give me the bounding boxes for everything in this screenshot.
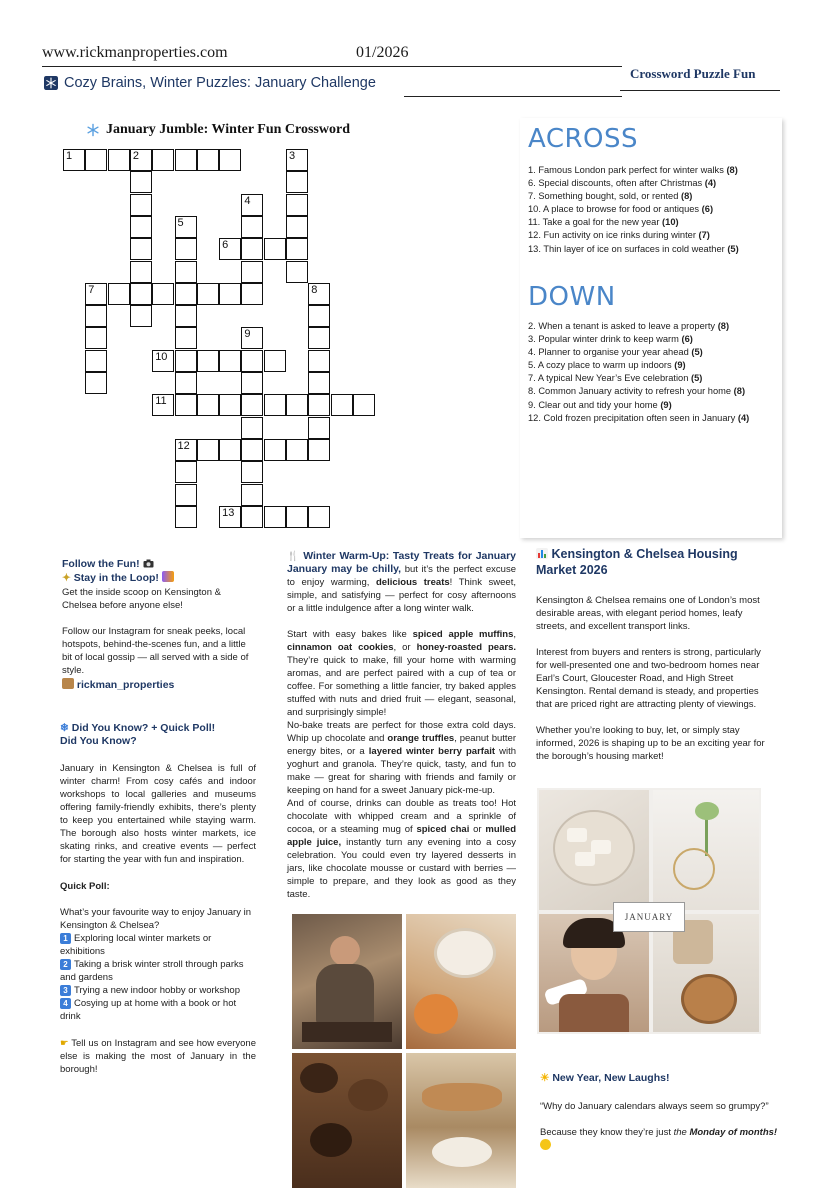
poll-option-text: Taking a brisk winter stroll through parks and gardens (60, 959, 244, 983)
header-divider-bottom (404, 96, 622, 97)
crossword-cell[interactable] (130, 149, 152, 171)
poll-option[interactable] (60, 984, 256, 997)
poll-option-number: 3 (60, 985, 71, 996)
baker-photo (292, 914, 402, 1049)
treats-photo-collage (292, 914, 516, 1188)
poll-option-number: 4 (60, 998, 71, 1009)
across-heading: ACROSS (528, 124, 639, 154)
across-clue-list (528, 164, 778, 256)
treats-p2-b2: cinnamon oat cookies (287, 642, 394, 653)
clue-text: 4. Planner to organise your year ahead (528, 347, 689, 358)
crossword-cell[interactable] (152, 394, 174, 416)
crossword-cell[interactable] (264, 350, 286, 372)
crossword-cell[interactable] (175, 394, 197, 416)
clue-text: 10. A place to browse for food or antiques (528, 204, 700, 215)
clue-length: (8) (681, 191, 693, 202)
crossword-cell[interactable] (264, 439, 286, 461)
photo-detail (575, 852, 595, 866)
down-clue (528, 320, 778, 333)
clue-text: 9. Clear out and tidy your home (528, 399, 658, 410)
crossword-cell[interactable] (308, 350, 330, 372)
sun-icon: ☀ (540, 1072, 550, 1084)
dyk-heading-text: Did You Know? + Quick Poll! (71, 722, 216, 734)
crossword-cell[interactable] (85, 327, 107, 349)
crossword-cell[interactable] (219, 506, 241, 528)
crossword-cell[interactable] (130, 261, 152, 283)
clue-number: 3 (289, 150, 296, 162)
treats-intro-a: but it’s the perfect excuse to enjoy warming, (287, 564, 516, 588)
crossword-title (86, 122, 350, 138)
joke-punchline (540, 1126, 780, 1153)
crossword-cell[interactable] (219, 238, 241, 260)
clue-text: 13. Thin layer of ice on surfaces in cold weather (528, 243, 725, 254)
marshmallow-photo (539, 790, 649, 910)
clue-length: (8) (726, 165, 738, 175)
crossword-cell[interactable] (108, 283, 130, 305)
crossword-cell[interactable] (241, 506, 263, 528)
treats-p3 (287, 719, 516, 797)
photo-detail (695, 802, 719, 820)
joke-punch-a: Because they know they’re just (540, 1127, 671, 1138)
poll-option-number: 2 (60, 959, 71, 970)
lifestyle-photo-collage (537, 788, 761, 1034)
photo-detail (348, 1079, 388, 1111)
crossword-cell[interactable] (130, 171, 152, 193)
clue-length: (5) (691, 347, 703, 358)
follow-section (62, 558, 258, 692)
clue-number: 10 (155, 350, 168, 363)
flowers-photo (653, 790, 759, 910)
pointing-hand-icon: ☛ (60, 1038, 69, 1049)
phone-icon (162, 571, 174, 582)
clue-number: 6 (222, 239, 229, 252)
clue-text: 3. Popular winter drink to keep warm (528, 334, 679, 345)
clue-number: 7 (88, 283, 95, 296)
clue-text: 2. When a tenant is asked to leave a property (528, 321, 716, 331)
poll-heading: Quick Poll: (60, 881, 110, 892)
treats-p2-a: Start with easy bakes like (287, 629, 407, 640)
crossword-cell[interactable] (241, 372, 263, 394)
crossword-cell[interactable] (308, 305, 330, 327)
joke-punch-c: Monday of months! (689, 1127, 778, 1138)
clue-text: 8. Common January activity to refresh your home (528, 386, 732, 397)
joke-setup: “Why do January calendars always seem so grumpy?” (540, 1101, 769, 1112)
crossword-cell[interactable] (286, 171, 308, 193)
treats-p2: Start with easy bakes like spiced apple muffins, cinnamon oat cookies, or honey-roasted pears. They’re quick to make, fill your home with warming aromas, and are perfect paired with a cup of tea or coffee. For something a little fancier, try baked apples stuffed with nuts and dried fruit — elegant, seasonal, and surprisingly simple! (287, 629, 517, 718)
laughs-heading-text: New Year, New Laughs! (552, 1072, 670, 1084)
clue-number: 9 (244, 328, 251, 341)
treats-p2-c: They’re quick to make, fill your home with warming aromas, and are perfect paired with a cup of tea or coffee. For something a little fancier, try baked apples stuffed with nuts and dried fruit — elegant, seasonal, and surprisingly simple! (287, 655, 516, 718)
clue-length: (5) (690, 373, 703, 384)
clue-length: (10) (662, 217, 679, 228)
crossword-cell[interactable] (85, 305, 107, 327)
crossword-cell[interactable] (286, 394, 308, 416)
crossword-cell[interactable] (286, 238, 308, 260)
poll-option[interactable] (60, 997, 256, 1023)
photo-detail (434, 928, 496, 978)
site-url[interactable]: www.rickmanproperties.com (42, 44, 228, 61)
crossword-cell[interactable] (197, 149, 219, 171)
crossword-cell[interactable] (308, 506, 330, 528)
market-heading-text: Kensington & Chelsea Housing Market 2026 (536, 547, 738, 577)
crossword-cell[interactable] (175, 149, 197, 171)
across-clue (528, 203, 778, 216)
poll-option[interactable] (60, 958, 256, 984)
crossword-cell[interactable] (241, 216, 263, 238)
dyk-body: January in Kensington & Chelsea is full of winter charm! From cosy cafés and indoor workshops to local galleries and museums offering family-friendly exhibits, there’s plenty to keep you entertained while staying warm. The borough also hosts winter markets, ice skating rinks, and creative events — perfect for starting the year with fun and inspiration. (60, 763, 256, 865)
snowflake-icon: ❄ (60, 722, 69, 734)
crossword-cell[interactable] (308, 394, 330, 416)
page-title-text: Cozy Brains, Winter Puzzles: January Challenge (64, 75, 376, 91)
photo-detail (300, 1063, 338, 1093)
crossword-cell[interactable] (175, 283, 197, 305)
clue-length: (7) (698, 230, 710, 241)
down-clue (528, 346, 778, 359)
treats-p3-b1: orange truffles (387, 733, 455, 744)
poll-option-text: Cosying up at home with a book or hot drink (60, 998, 237, 1022)
treats-intro (287, 550, 516, 615)
down-clue (528, 385, 778, 398)
clue-text: 12. Fun activity on ice rinks during winter (528, 230, 696, 241)
crossword-cell[interactable] (241, 439, 263, 461)
poll-option-text: Trying a new indoor hobby or workshop (74, 985, 240, 996)
crossword-cell[interactable] (130, 283, 152, 305)
photo-detail (432, 1137, 492, 1167)
crossword-cell[interactable] (85, 283, 107, 305)
clue-text: 1. Famous London park perfect for winter walks (528, 165, 724, 175)
photo-detail (681, 974, 737, 1024)
clue-number: 1 (66, 150, 73, 162)
crossword-cell[interactable] (130, 194, 152, 216)
market-heading (536, 546, 768, 578)
crossword-cell[interactable] (197, 350, 219, 372)
crossword-cell[interactable] (308, 327, 330, 349)
treats-section (287, 550, 516, 901)
clue-length: (6) (681, 334, 693, 345)
laughs-heading (540, 1072, 780, 1085)
down-clue (528, 359, 778, 372)
crossword-cell[interactable] (241, 350, 263, 372)
treats-intro-bold: delicious treats (375, 577, 450, 588)
clue-length: (8) (717, 321, 730, 331)
clue-number: 8 (311, 283, 318, 296)
crossword-cell[interactable] (286, 194, 308, 216)
laughs-section (540, 1072, 780, 1153)
crossword-cell[interactable] (152, 350, 174, 372)
did-you-know-section (60, 722, 256, 1076)
crossword-cell[interactable] (264, 394, 286, 416)
photo-detail (302, 1022, 392, 1042)
follow-body: Follow our Instagram for sneak peeks, local hotspots, behind-the-scenes fun, and a little bit of local gossip — all served with a side of style. (62, 626, 249, 676)
crossword-cell[interactable] (241, 283, 263, 305)
pastries-photo (406, 1053, 516, 1188)
treats-p4-b2: mulled apple juice, (287, 824, 517, 848)
crossword-cell[interactable] (219, 283, 241, 305)
crossword-cell[interactable] (63, 149, 85, 171)
instagram-handle-text[interactable]: rickman_properties (76, 679, 175, 691)
crossword-cell[interactable] (219, 394, 241, 416)
crossword-cell[interactable] (197, 439, 219, 461)
crossword-cell[interactable] (175, 506, 197, 528)
poll-option-number: 1 (60, 933, 71, 944)
crossword-cell[interactable] (308, 283, 330, 305)
photo-detail (422, 1083, 502, 1111)
crossword-cell[interactable] (331, 394, 353, 416)
crossword-cell[interactable] (197, 283, 219, 305)
across-clue (528, 229, 778, 242)
grin-icon (540, 1139, 551, 1150)
photo-detail (330, 936, 360, 966)
across-clue (528, 243, 778, 256)
treats-p2-b1: spiced apple muffins (412, 629, 514, 640)
january-label-card (613, 902, 685, 932)
follow-heading (62, 558, 258, 571)
market-p1: Kensington & Chelsea remains one of London’s most desirable areas, with elegant period homes, leafy streets, and excellent transport links. (536, 595, 760, 632)
cutlery-icon: 🍴 (287, 551, 300, 562)
clue-text: 12. Cold frozen precipitation often seen in January (528, 412, 736, 423)
crossword-cell[interactable] (175, 461, 197, 483)
clue-number: 2 (132, 150, 140, 162)
clue-text: 6. Special discounts, often after Christmas (528, 178, 703, 189)
january-label: JANUARY (624, 912, 674, 922)
crossword-cell[interactable] (241, 327, 263, 349)
header-divider-right (620, 90, 780, 91)
treats-p3-c: , peanut butter energy bites, or a (287, 733, 516, 757)
crossword-cell[interactable] (108, 149, 130, 171)
clue-length: (6) (701, 204, 714, 215)
crossword-cell[interactable] (152, 283, 174, 305)
clue-length: (9) (674, 360, 686, 371)
crossword-cell[interactable] (286, 506, 308, 528)
treats-p4: And of course, drinks can double as treats too! Hot chocolate with whipped cream and a sprinkle of cocoa, or a steaming mug of spiced chai or mulled apple juice, instantly turn any evening into a cosy celebration. You could even try layered desserts in jars, like chocolate mousse or custard with berries — simple to prepare, and they look as good as they taste. (287, 798, 517, 900)
instagram-handle[interactable] (62, 678, 258, 692)
clue-number: 4 (244, 194, 251, 207)
crossword-cell[interactable] (130, 305, 152, 327)
instagram-icon (62, 678, 74, 689)
photo-detail (310, 1123, 352, 1157)
crossword-cell[interactable] (241, 484, 263, 506)
snowflake-icon (86, 123, 100, 137)
clue-length: (5) (727, 243, 739, 254)
crossword-cell[interactable] (241, 238, 263, 260)
crossword-cell[interactable] (175, 327, 197, 349)
clue-text: 11. Take a goal for the new year (528, 217, 660, 228)
poll-question: What’s your favourite way to enjoy January in Kensington & Chelsea? (60, 907, 251, 931)
across-clue (528, 216, 778, 229)
treats-p3-d: with yoghurt and granola. They’re quick, tasty, and fun to make — great for sharing with friends and family or keeping on hand for a sweet January pick-me-up. (287, 746, 517, 796)
cookies-photo (292, 1053, 402, 1188)
clue-length: (4) (704, 178, 717, 189)
treats-heading-b: Tasty Treats for January January may be chilly, (287, 550, 516, 575)
crossword-cell[interactable] (219, 350, 241, 372)
crossword-cell[interactable] (175, 372, 197, 394)
photo-detail (559, 994, 629, 1032)
crossword-cell[interactable] (175, 305, 197, 327)
follow-intro: Get the inside scoop on Kensington & Chelsea before anyone else! (62, 587, 221, 611)
header-tag: Crossword Puzzle Fun (630, 66, 756, 81)
crossword-cell[interactable] (308, 417, 330, 439)
crossword-cell[interactable] (264, 506, 286, 528)
crossword-cell[interactable] (241, 261, 263, 283)
header-divider (42, 66, 622, 67)
camera-icon (143, 559, 154, 568)
treats-p4-b1: spiced chai (416, 824, 470, 835)
follow-heading-text: Follow the Fun! (62, 558, 140, 570)
photo-detail (673, 848, 715, 890)
crossword-cell[interactable] (264, 238, 286, 260)
dyk-heading (60, 722, 256, 735)
poll-options (60, 932, 256, 1023)
dyk-subheading: Did You Know? (60, 735, 137, 747)
crossword-cell[interactable] (241, 417, 263, 439)
crossword-cell[interactable] (241, 461, 263, 483)
photo-detail (316, 964, 374, 1024)
treats-p3-a: No-bake treats are perfect for those extra cold days. Whip up chocolate and (287, 720, 516, 744)
photo-detail (567, 828, 587, 842)
down-clue (528, 333, 778, 346)
crossword-cell[interactable] (85, 149, 107, 171)
down-heading: DOWN (528, 282, 616, 312)
crossword-cell[interactable] (197, 394, 219, 416)
crossword-cell[interactable] (241, 394, 263, 416)
treats-heading-a: Winter Warm-Up: (303, 550, 390, 562)
crossword-cell[interactable] (241, 194, 263, 216)
crossword-title-text: January Jumble: Winter Fun Crossword (106, 122, 350, 137)
crossword-cell[interactable] (175, 484, 197, 506)
clue-number: 13 (222, 506, 235, 519)
clue-text: 5. A cozy place to warm up indoors (528, 360, 672, 371)
poll-option[interactable] (60, 932, 256, 958)
down-clue (528, 412, 778, 425)
crossword-cell[interactable] (353, 394, 375, 416)
page-title (44, 75, 376, 91)
crossword-cell[interactable] (219, 149, 241, 171)
crossword-cell[interactable] (175, 238, 197, 260)
follow-subheading (62, 571, 258, 585)
across-clue (528, 177, 778, 190)
poll-cta-text: Tell us on Instagram and see how everyone else is making the most of January in the borough! (60, 1038, 256, 1075)
treats-p2-b3: honey-roasted pears. (416, 642, 516, 653)
crossword-cell[interactable] (308, 439, 330, 461)
market-p2: Interest from buyers and renters is strong, particularly for well-presented one and two-bedroom homes near Earl’s Court, Gloucester Road, and High Street Kensington. Rental demand is steady, and properties that are priced right are attracting plenty of viewings. (536, 647, 761, 710)
photo-detail (414, 994, 458, 1034)
crossword-cell[interactable] (130, 238, 152, 260)
crossword-cell[interactable] (85, 372, 107, 394)
market-section (536, 546, 768, 763)
issue-date: 01/2026 (356, 44, 409, 61)
crossword-cell[interactable] (286, 149, 308, 171)
poll-option-text: Exploring local winter markets or exhibitions (60, 933, 212, 957)
clue-length: (4) (737, 412, 750, 423)
crossword-cell[interactable] (152, 149, 174, 171)
clue-length: (8) (733, 386, 746, 397)
across-clue (528, 164, 778, 177)
treats-p4-a: And of course, drinks can double as treats too! Hot chocolate with whipped cream and a sprinkle of cocoa, or a steaming mug of (287, 798, 516, 835)
across-clue (528, 190, 778, 203)
clue-length: (9) (660, 399, 672, 410)
down-clue (528, 399, 778, 412)
crossword-cell[interactable] (85, 350, 107, 372)
treats-p3-b2: layered winter berry parfait (368, 746, 496, 757)
joke-punch-b: the (673, 1127, 687, 1138)
treats-intro-b: ! Think sweet, simple, and satisfying — perfect for cosy afternoons or a little indulgence after a long winter walk. (287, 577, 516, 614)
crossword-cell[interactable] (286, 261, 308, 283)
crossword-cell[interactable] (308, 372, 330, 394)
crossword-cell[interactable] (175, 350, 197, 372)
crossword-cell[interactable] (130, 216, 152, 238)
crossword-cell[interactable] (175, 216, 197, 238)
clues-panel (520, 118, 782, 538)
snowflake-icon (44, 76, 58, 90)
market-p3: Whether you’re looking to buy, let, or simply stay informed, 2026 is shaping up to be an exciting year for the borough’s housing market! (536, 725, 765, 762)
down-clue-list (528, 320, 778, 425)
crossword-cell[interactable] (286, 216, 308, 238)
treats-p4-c: instantly turn any evening into a cosy celebration. You could even try layered desserts in jars, like chocolate mousse or custard with berries — simple to prepare, and they look as good as they taste. (287, 837, 516, 900)
crossword-cell[interactable] (219, 439, 241, 461)
clue-number: 5 (177, 216, 184, 229)
follow-subheading-text: Stay in the Loop! (73, 572, 159, 584)
clue-number: 11 (155, 395, 167, 408)
clue-text: 7. A typical New Year’s Eve celebration (528, 373, 689, 384)
crossword-cell[interactable] (175, 261, 197, 283)
poll-cta (60, 1037, 256, 1076)
crossword-cell[interactable] (286, 439, 308, 461)
clue-number: 12 (177, 439, 190, 452)
crossword-cell[interactable] (175, 439, 197, 461)
mixing-bowl-photo (406, 914, 516, 1049)
clue-text: 7. Something bought, sold, or rented (528, 191, 679, 202)
sparkle-icon: ✦ (62, 572, 71, 584)
bar-chart-icon (536, 548, 548, 559)
down-clue (528, 372, 778, 385)
